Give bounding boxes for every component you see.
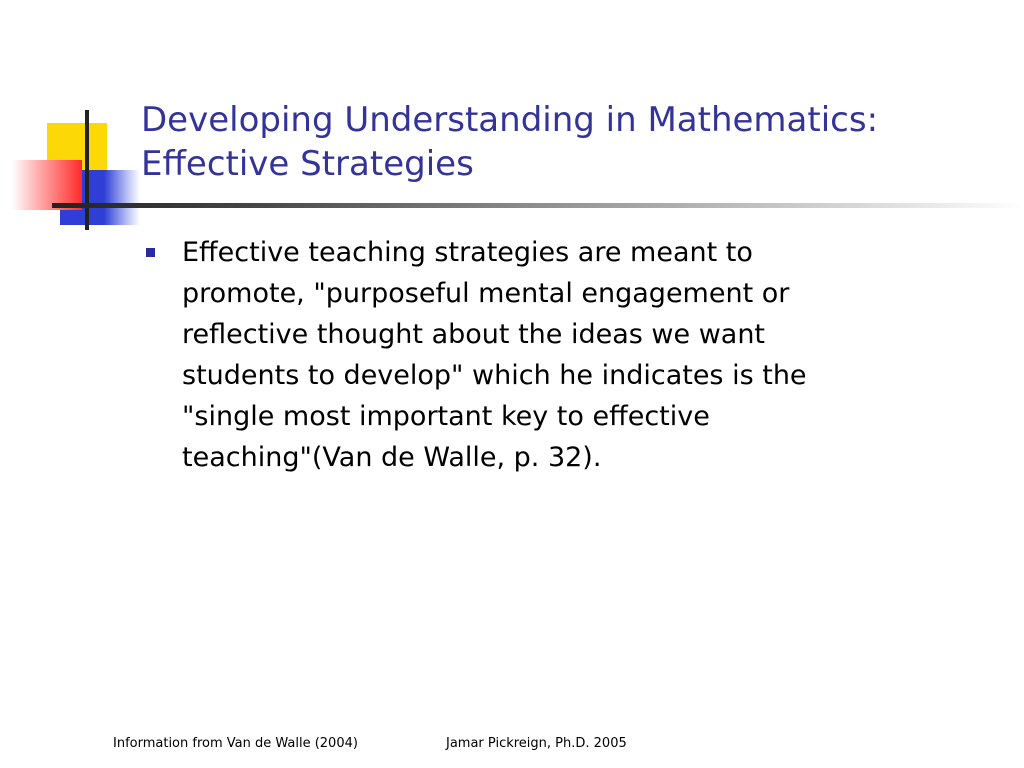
bullet-item <box>146 232 946 478</box>
square-bullet-icon <box>146 248 155 257</box>
vertical-rule <box>85 110 89 230</box>
bullet-line-3: reflective thought about the ideas we want <box>182 319 766 350</box>
bullet-line-4: students to develop" which he indicates is the <box>182 360 807 391</box>
bullet-text <box>182 232 946 478</box>
bullet-line-2: promote, "purposeful mental engagement or <box>182 278 790 309</box>
slide-title <box>141 98 1001 186</box>
slide-body <box>146 232 946 478</box>
bullet-line-6: teaching"(Van de Walle, p. 32). <box>182 442 602 473</box>
slide-title-line-2: Effective Strategies <box>141 144 474 184</box>
footer-source: Information from Van de Walle (2004) <box>113 736 358 751</box>
footer-author: Jamar Pickreign, Ph.D. 2005 <box>446 736 627 751</box>
slide-title-line-1: Developing Understanding in Mathematics: <box>141 100 879 140</box>
title-underline-rule <box>52 203 1024 208</box>
bullet-line-5: "single most important key to effective <box>182 401 710 432</box>
bullet-line-1: Effective teaching strategies are meant to <box>182 237 753 268</box>
